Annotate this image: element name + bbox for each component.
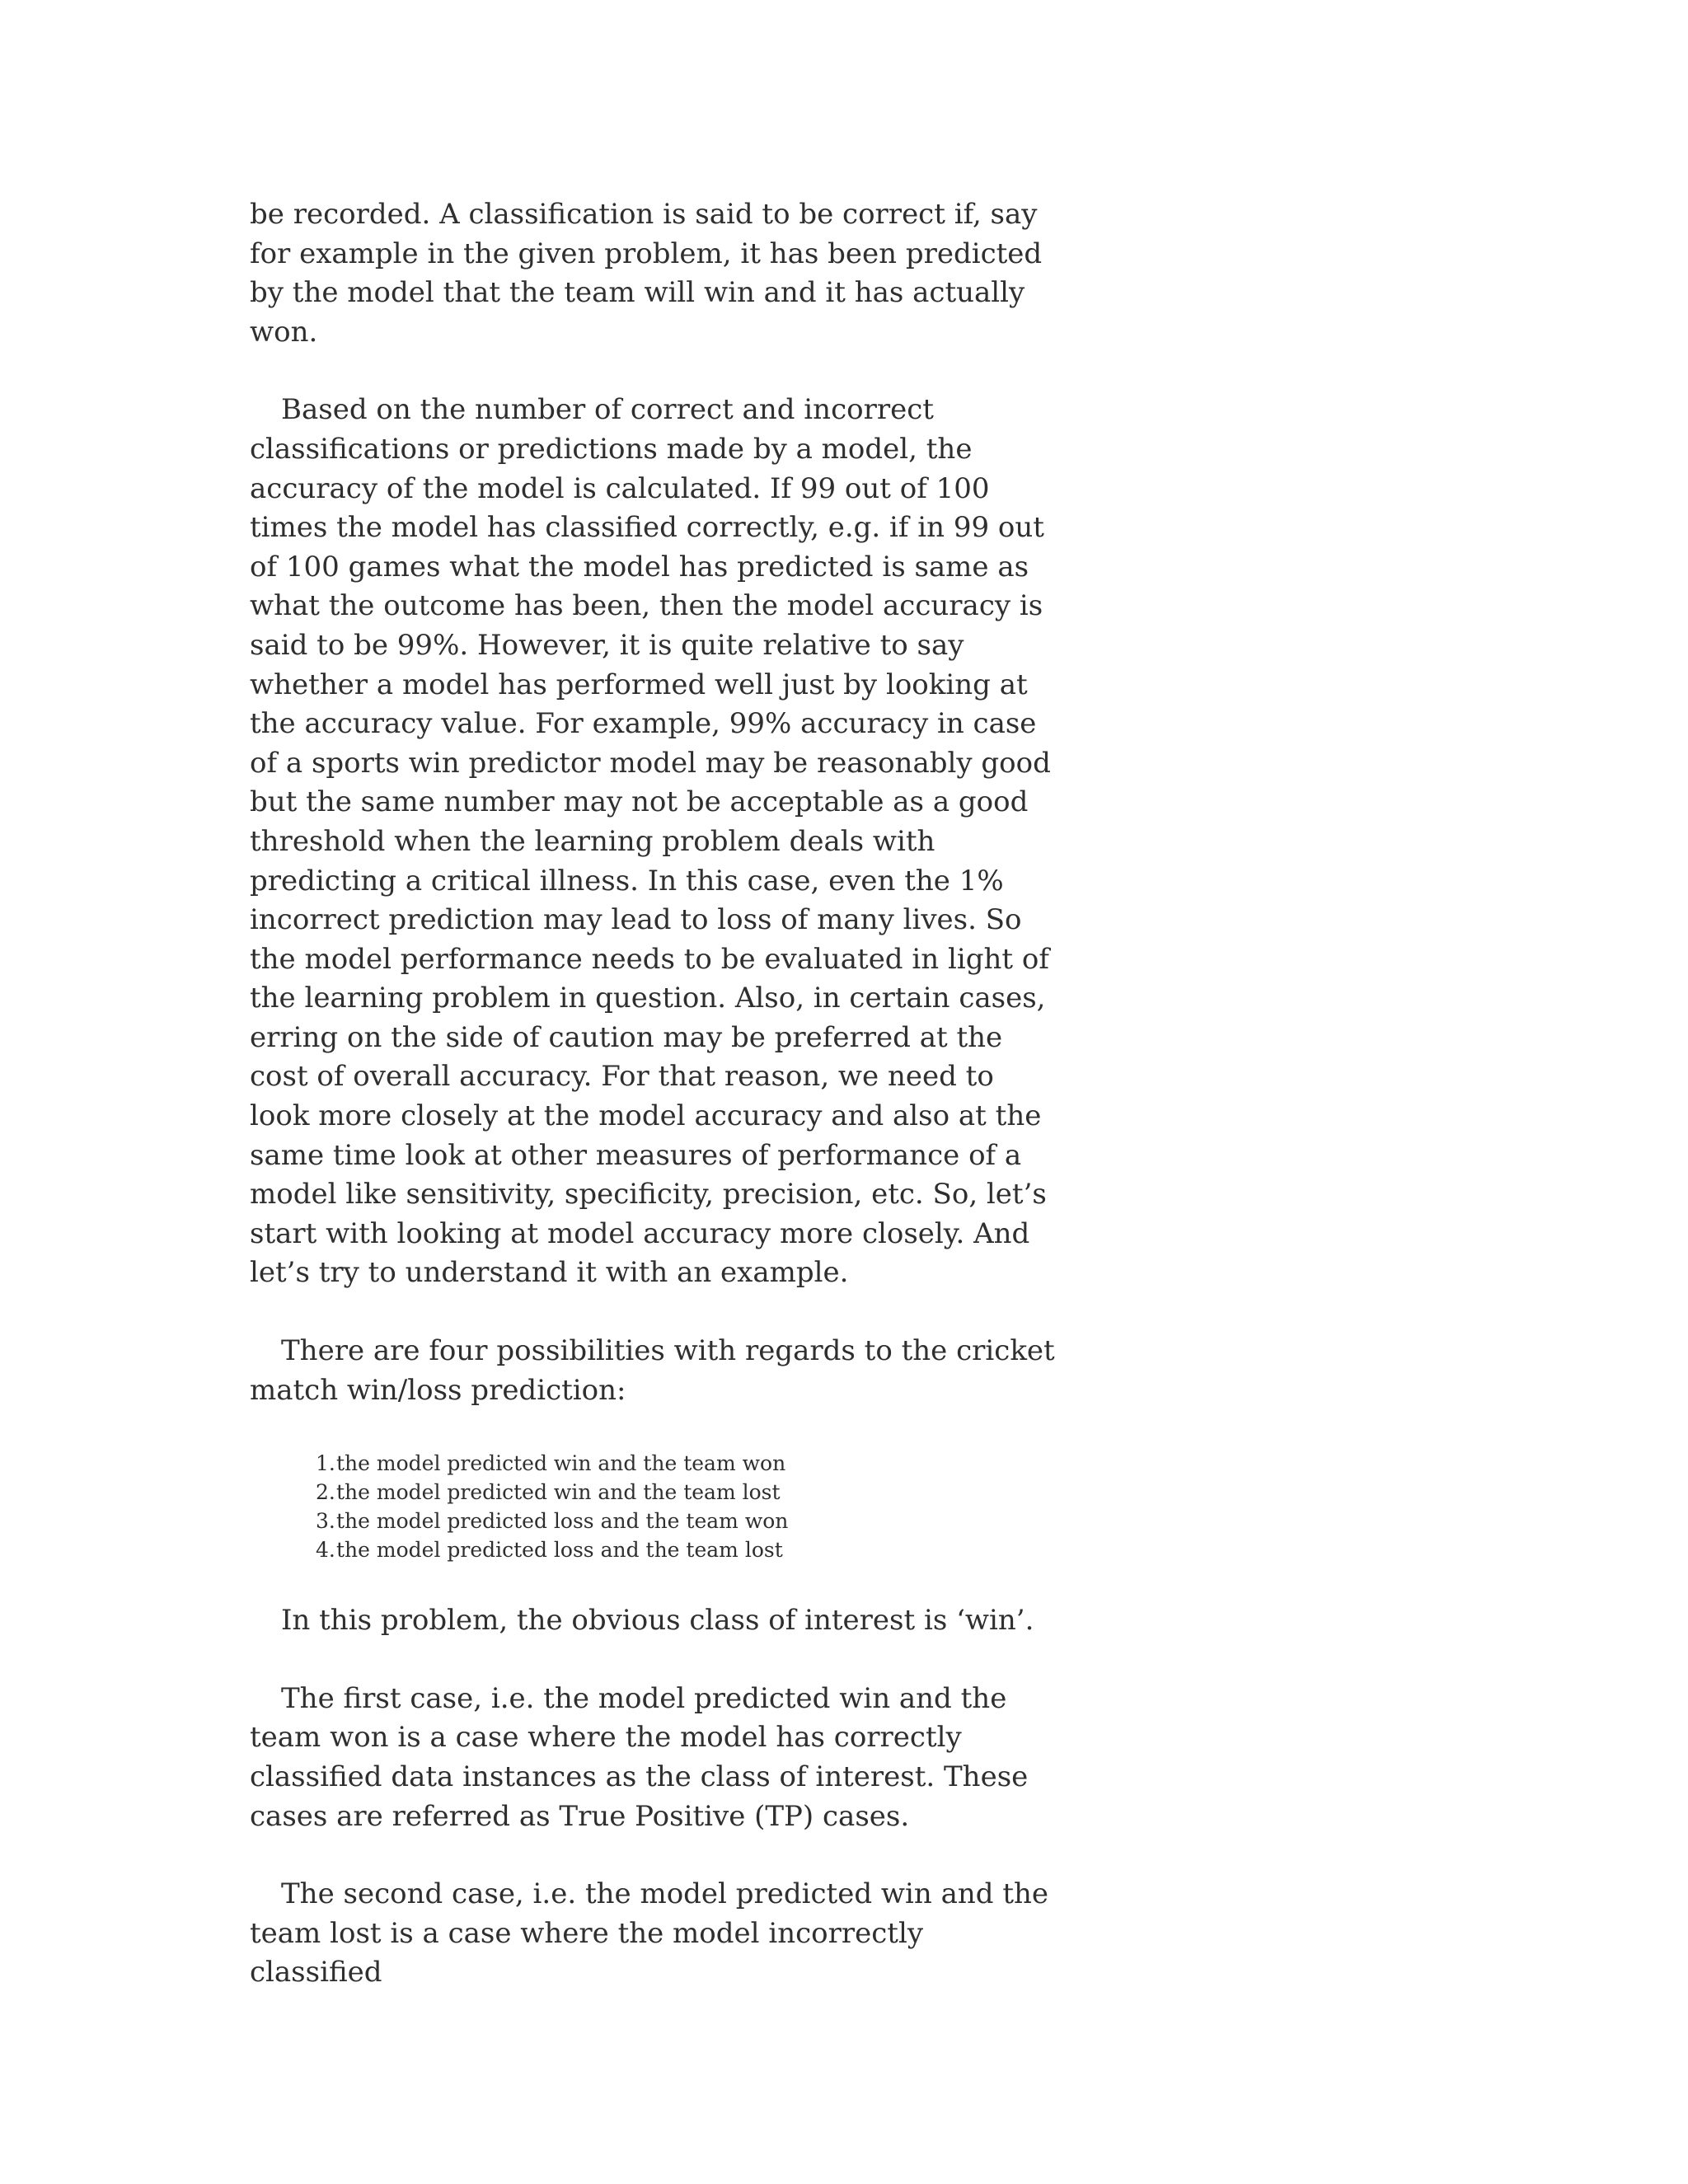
document-page xyxy=(250,195,1057,2032)
list-item xyxy=(316,1507,1057,1535)
paragraph-first-case: The first case, i.e. the model predicted win and the team won is a case where the model has correctly classified data instances as the class of interest. These cases are referred as True Positive (TP) cases. xyxy=(250,1681,1029,1833)
paragraph-class-of-interest: In this problem, the obvious class of interest is ‘win’. xyxy=(281,1604,1034,1638)
list-item-text: the model predicted win and the team won xyxy=(336,1451,786,1476)
paragraph-possibilities: There are four possibilities with regards to the cricket match win/loss prediction: xyxy=(250,1334,1055,1407)
list-item xyxy=(316,1535,1057,1564)
paragraph-second-case: The second case, i.e. the model predicted win and the team lost is a case where the model incorrectly classified xyxy=(250,1877,1049,1990)
list-item xyxy=(316,1478,1057,1507)
list-item-number: 1. xyxy=(316,1451,335,1476)
list-item-text: the model predicted loss and the team lost xyxy=(336,1538,783,1563)
possibilities-list xyxy=(250,1449,1057,1564)
list-item xyxy=(316,1449,1057,1478)
list-item-text: the model predicted loss and the team won xyxy=(336,1509,789,1534)
list-item-number: 4. xyxy=(316,1538,335,1563)
list-item-text: the model predicted win and the team lost xyxy=(336,1480,781,1505)
list-item-number: 2. xyxy=(316,1480,335,1505)
paragraph-accuracy: Based on the number of correct and incorrect classifications or predictions made by a model, the accuracy of the model is calculated. If 99 out of 100 times the model has classified correctly, e.g. if in 99 out of 100 games what the model has predicted is same as what the outcome has been, then the model accuracy is said to be 99%. However, it is quite relative to say whether a model has performed well just by looking at the accuracy value. For example, 99% accuracy in case of a sports win predictor model may be reasonably good but the same number may not be acceptable as a good threshold when the learning problem deals with predicting a critical illness. In this case, even the 1% incorrect prediction may lead to loss of many lives. So the model performance needs to be evaluated in light of the learning problem in question. Also, in certain cases, erring on the side of caution may be preferred at the cost of overall accuracy. For that reason, we need to look more closely at the model accuracy and also at the same time look at other measures of performance of a model like sensitivity, specificity, precision, etc. So, let’s start with looking at model accuracy more closely. And let’s try to understand it with an example. xyxy=(250,393,1051,1290)
paragraph-continuation: be recorded. A classification is said to be correct if, say for example in the given problem, it has been predicted by the model that the team will win and it has actually won. xyxy=(250,198,1043,349)
list-item-number: 3. xyxy=(316,1509,335,1534)
